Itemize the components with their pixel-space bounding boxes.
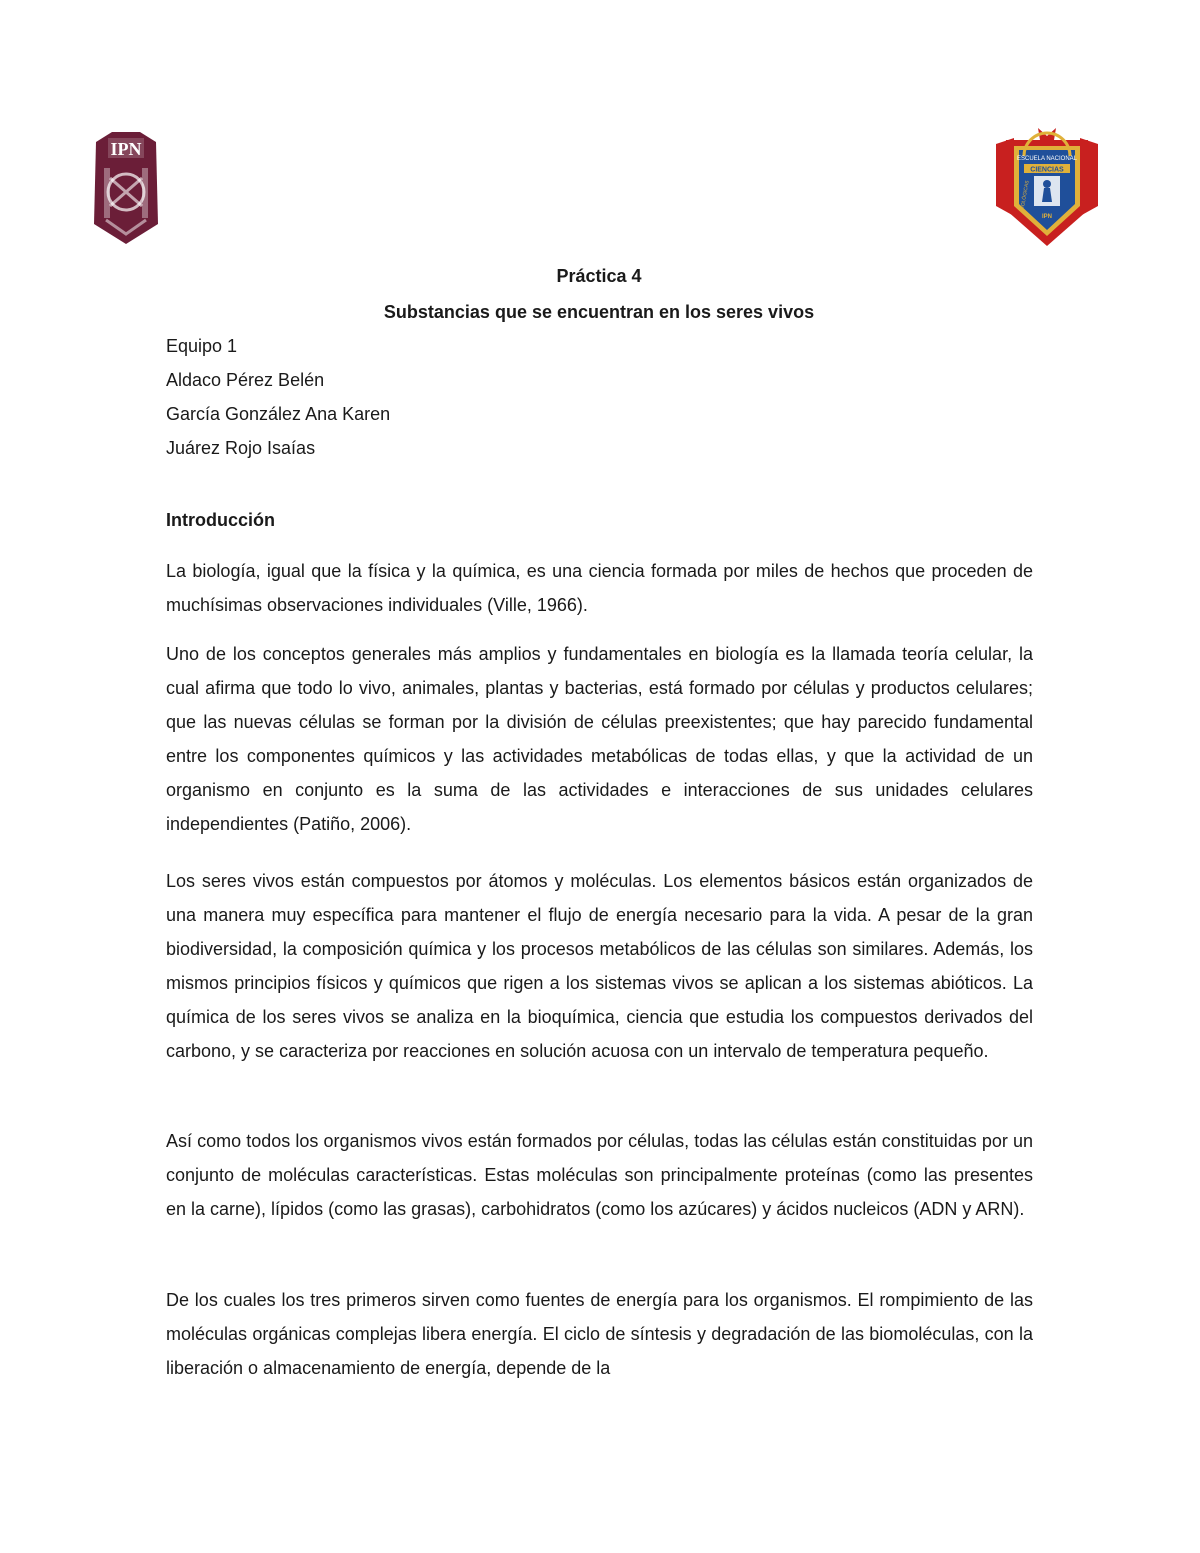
paragraph: De los cuales los tres primeros sirven como fuentes de energía para los organismos. El rompimiento de las moléculas orgánicas complejas libera energía. El ciclo de síntesis y degradación de las biomoléculas, con la liberación o almacenamiento de energía, depende de la: [166, 1290, 1033, 1378]
encb-bottom-text: IPN: [1041, 214, 1053, 220]
paragraph: Así como todos los organismos vivos están formados por células, todas las células están constituidas por un conjunto de moléculas características. Estas moléculas son principalmente proteínas (como las presentes en la carne), lípidos (como las grasas), carbohidratos (como los azúcares) y ácidos nucleicos (ADN y ARN).: [166, 1131, 1033, 1219]
paragraph: La biología, igual que la física y la química, es una ciencia formada por miles de hechos que proceden de muchísimas observaciones individuales (Ville, 1966).: [166, 561, 1033, 615]
ipn-logo-text: IPN: [110, 139, 142, 159]
encb-logo: [994, 126, 1100, 250]
team-label: Equipo 1: [166, 336, 238, 356]
practice-title: Práctica 4: [556, 266, 642, 286]
paragraph: Los seres vivos están compuestos por átomos y moléculas. Los elementos básicos están organizados de una manera muy específica para mantener el flujo de energía necesario para la vida. A pesar de la gran biodiversidad, la composición química y los procesos metabólicos de las células son similares. Además, los mismos principios físicos y químicos que rigen a los sistemas vivos se aplican a los sistemas abióticos. La química de los seres vivos se analiza en la bioquímica, ciencia que estudia los compuestos derivados del carbono, y se caracteriza por reacciones en solución acuosa con un intervalo de temperatura pequeño.: [166, 871, 1033, 1061]
encb-banner-text: CIENCIAS: [1030, 166, 1064, 174]
team-member: Aldaco Pérez Belén: [166, 370, 325, 390]
section-heading: Introducción: [166, 510, 275, 530]
encb-ring-text: ESCUELA NACIONAL: [1016, 156, 1078, 162]
encb-side-text: BIOLÓGICAS: [1019, 180, 1031, 212]
practice-subtitle: Substancias que se encuentran en los seres vivos: [383, 302, 815, 322]
team-member: García González Ana Karen: [166, 404, 391, 424]
ipn-logo: [90, 128, 162, 246]
paragraph: Uno de los conceptos generales más amplios y fundamentales en biología es la llamada teoría celular, la cual afirma que todo lo vivo, animales, plantas y bacterias, está formado por células y productos celulares; que las nuevas células se forman por la división de células preexistentes; que hay parecido fundamental entre los componentes químicos y las actividades metabólicas de todas ellas, y que la actividad de un organismo en conjunto es la suma de las actividades e interacciones de sus unidades celulares independientes (Patiño, 2006).: [166, 644, 1033, 834]
team-member: Juárez Rojo Isaías: [166, 438, 316, 458]
